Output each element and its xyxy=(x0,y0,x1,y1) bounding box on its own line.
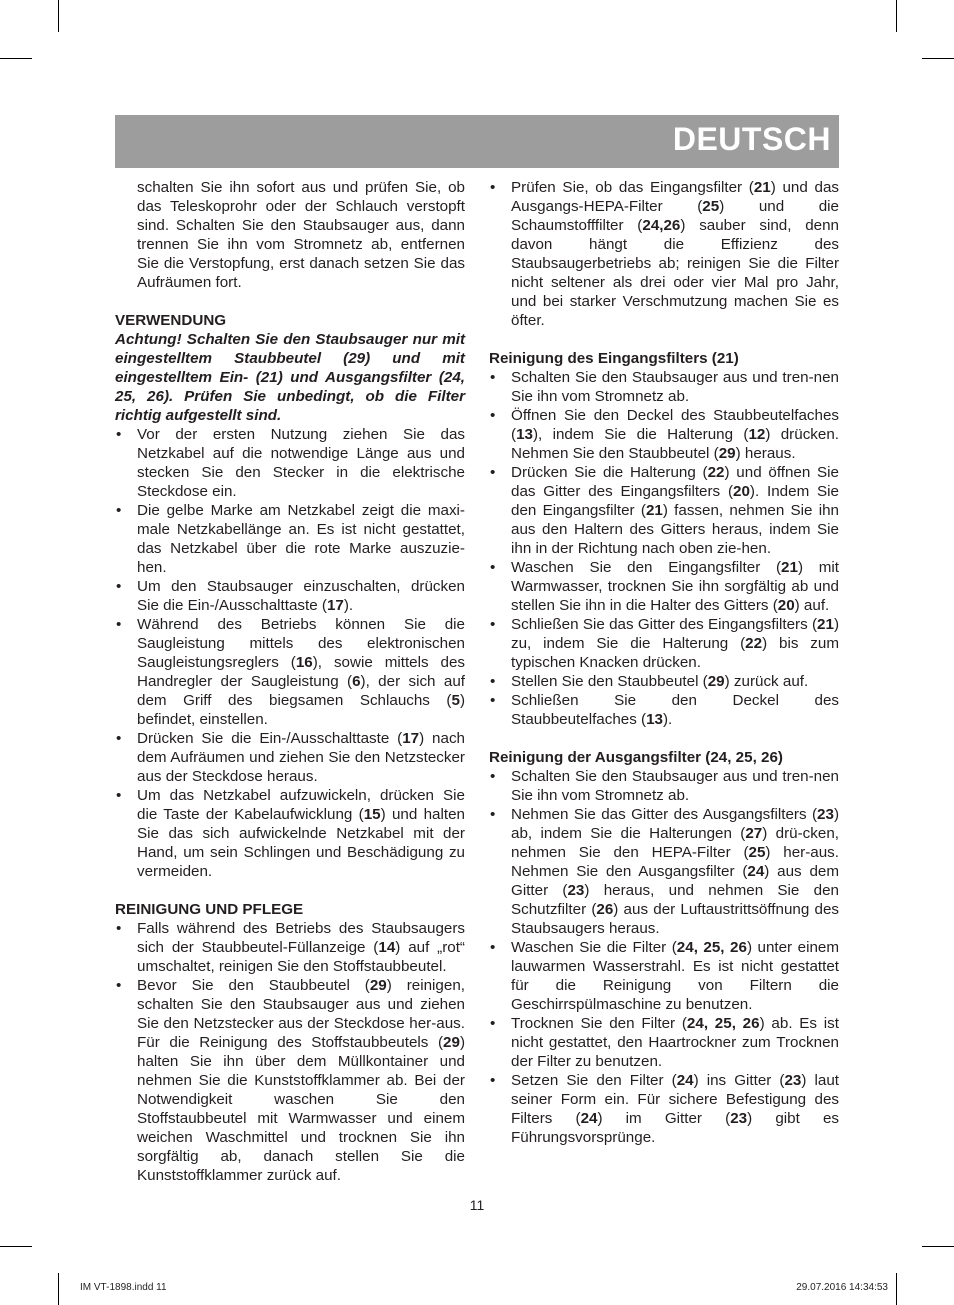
part-reference-number: 21 xyxy=(645,502,663,519)
part-reference-number: 24, 25, 26 xyxy=(686,1015,760,1032)
list-item: • Trocknen Sie den Filter (24, 25, 26) ab. Es ist nicht gestattet, den Haartrockner zum Trocknen der Filter zu benutzen. xyxy=(489,1014,839,1071)
part-reference-number: 29 xyxy=(443,1034,460,1051)
list-item: • Prüfen Sie, ob das Eingangsfilter (21) und das Ausgangs-HEPA-Filter (25) und die Schaumstofffilter (24,26) sauber sind, denn davon hängt die Effizienz des Staubsaugerbetriebs ab; reinigen Sie die Filter nicht seltener als drei oder vier Mal pro Jahr, und bei starker Verschmutzung machen Sie es öfter. xyxy=(489,178,839,330)
crop-mark xyxy=(58,1273,59,1305)
part-reference-number: 23 xyxy=(567,882,585,899)
list-item: • Schließen Sie den Deckel des Staubbeutelfaches (13). xyxy=(489,691,839,729)
part-reference-number: 24 xyxy=(747,863,765,880)
list-item: • Stellen Sie den Staubbeutel (29) zurück auf. xyxy=(489,672,839,691)
warning-text: Achtung! Schalten Sie den Staubsauger nur mit eingestelltem Staubbeutel (29) und mit eingestelltem Ein- (21) und Ausgangsfilter (24, 25, 26). Prüfen Sie unbedingt, ob die Filter richtig aufgestellt sind. xyxy=(115,331,465,424)
crop-mark xyxy=(922,58,954,59)
list-item: • Drücken Sie die Halterung (22) und öffnen Sie das Gitter des Eingangsfilters (20). Indem Sie den Eingangsfilter (21) fassen, nehmen Sie ihn aus den Haltern des Gitters heraus, indem Sie ihn in der Richtung nach oben zie-hen. xyxy=(489,463,839,558)
part-reference-number: 29 xyxy=(369,977,387,994)
part-reference-number: 22 xyxy=(707,464,725,481)
part-reference-number: 20 xyxy=(733,483,750,500)
footer-file-info: IM VT-1898.indd 11 xyxy=(80,1282,167,1293)
bullet-list xyxy=(115,919,465,1185)
list-item: • Um den Staubsauger einzuschalten, drücken Sie die Ein-/Ausschalttaste (17). xyxy=(115,577,465,615)
part-reference-number: 23 xyxy=(784,1072,802,1089)
left-column xyxy=(115,178,465,1185)
part-reference-number: 16 xyxy=(295,654,313,671)
part-reference-number: 23 xyxy=(730,1110,748,1127)
list-item: • Während des Betriebs können Sie die Saugleistung mittels des elektronischen Saugleistungsreglers (16), sowie mittels des Handregler der Saugleistung (6), der sich auf dem Griff des biegsamen Schlauchs (5) befindet, einstellen. xyxy=(115,615,465,729)
crop-mark xyxy=(0,1246,32,1247)
part-reference-number: 15 xyxy=(363,806,381,823)
crop-mark xyxy=(896,1273,897,1305)
part-reference-number: 6 xyxy=(352,673,361,690)
list-item: • Falls während des Betriebs des Staubsaugers sich der Staubbeutel-Füllanzeige (14) auf „rot“ umschaltet, reinigen Sie den Stoffstaubbeutel. xyxy=(115,919,465,976)
part-reference-number: 17 xyxy=(402,730,420,747)
crop-mark xyxy=(922,1246,954,1247)
part-reference-number: 21 xyxy=(817,616,834,633)
part-reference-number: 29 xyxy=(718,445,736,462)
crop-mark xyxy=(0,58,32,59)
right-column xyxy=(489,178,839,1147)
bullet-list xyxy=(489,178,839,330)
part-reference-number: 24,26 xyxy=(642,217,681,234)
part-reference-number: 13 xyxy=(646,711,663,728)
part-reference-number: 23 xyxy=(817,806,834,823)
list-item: • Schließen Sie das Gitter des Eingangsfilters (21) zu, indem Sie die Halterung (22) bis zum typischen Knacken drücken. xyxy=(489,615,839,672)
part-reference-number: 12 xyxy=(748,426,766,443)
part-reference-number: 20 xyxy=(777,597,795,614)
crop-mark xyxy=(58,0,59,32)
bullet-list xyxy=(489,767,839,1147)
section-heading-ausgangsfilter: Reinigung der Ausgangsfilter (24, 25, 26) xyxy=(489,749,783,766)
part-reference-number: 24, 25, 26 xyxy=(676,939,747,956)
list-item: • Um das Netzkabel aufzuwickeln, drücken Sie die Taste der Kabelaufwicklung (15) und halten Sie das sich aufwickelnde Netzkabel mit der Hand, um sein Schlingen und Beschädigung zu vermeiden. xyxy=(115,786,465,881)
part-reference-number: 24 xyxy=(580,1110,598,1127)
list-item: • Waschen Sie den Eingangsfilter (21) mit Warmwasser, trocknen Sie ihn sorgfältig ab und stellen Sie ihn in die Halter des Gitters (20) auf. xyxy=(489,558,839,615)
list-item: • Vor der ersten Nutzung ziehen Sie das Netzkabel auf die notwendige Länge aus und stecken Sie den Stecker in die elektrische Steckdose ein. xyxy=(115,425,465,501)
bullet-list xyxy=(115,425,465,881)
part-reference-number: 21 xyxy=(753,179,771,196)
section-heading-eingangsfilter: Reinigung des Eingangsfilters (21) xyxy=(489,350,739,367)
language-banner xyxy=(115,115,839,168)
list-item: • Schalten Sie den Staubsauger aus und tren-nen Sie ihn vom Stromnetz ab. xyxy=(489,767,839,805)
part-reference-number: 24 xyxy=(676,1072,694,1089)
part-reference-number: 13 xyxy=(516,426,533,443)
part-reference-number: 5 xyxy=(451,692,460,709)
part-reference-number: 21 xyxy=(781,559,798,576)
part-reference-number: 29 xyxy=(707,673,725,690)
list-item: • Schalten Sie den Staubsauger aus und tren-nen Sie ihn vom Stromnetz ab. xyxy=(489,368,839,406)
bullet-list xyxy=(489,368,839,729)
page-number: 11 xyxy=(469,1197,485,1213)
list-item: • Waschen Sie die Filter (24, 25, 26) unter einem lauwarmen Wasserstrahl. Es ist nicht gestattet für die Reinigung von Filtern die Geschirrspülmaschine zu benutzen. xyxy=(489,938,839,1014)
intro-paragraph: schalten Sie ihn sofort aus und prüfen Sie, ob das Teleskoprohr oder der Schlauch verstopft sind. Schalten Sie den Staubsauger aus, dann trennen Sie ihn vom Stromnetz ab, entfernen Sie die Verstopfung, erst danach setzen Sie das Aufräumen fort. xyxy=(137,179,465,291)
list-item: • Drücken Sie die Ein-/Ausschalttaste (17) nach dem Aufräumen und ziehen Sie den Netzstecker aus der Steckdose heraus. xyxy=(115,729,465,786)
list-item: • Bevor Sie den Staubbeutel (29) reinigen, schalten Sie den Staubsauger aus und ziehen Sie den Netzstecker aus der Steckdose her-aus. Für die Reinigung des Stoffstaubbeutels (29) halten Sie ihn über dem Müllkontainer und nehmen Sie die Kunststoffklammer ab. Bei der Notwendigkeit waschen Sie den Stoffstaubbeutel mit Warmwasser und einem weichen Waschmittel und trocknen Sie ihn sorgfältig ab, danach stellen Sie die Kunststoffklammer zurück auf. xyxy=(115,976,465,1185)
list-item: • Setzen Sie den Filter (24) ins Gitter (23) laut seiner Form ein. Für sichere Befestigung des Filters (24) im Gitter (23) gibt es Führungsvorsprünge. xyxy=(489,1071,839,1147)
crop-mark xyxy=(896,0,897,32)
part-reference-number: 25 xyxy=(748,844,766,861)
list-item: • Die gelbe Marke am Netzkabel zeigt die maxi-male Netzkabellänge an. Es ist nicht gestattet, das Netzkabel über die rote Marke auszuzie-hen. xyxy=(115,501,465,577)
part-reference-number: 25 xyxy=(702,198,720,215)
part-reference-number: 22 xyxy=(745,635,763,652)
part-reference-number: 17 xyxy=(326,597,344,614)
part-reference-number: 14 xyxy=(378,939,396,956)
part-reference-number: 27 xyxy=(745,825,763,842)
language-title: DEUTSCH xyxy=(672,121,831,157)
section-heading-pflege: REINIGUNG UND PFLEGE xyxy=(115,901,304,918)
part-reference-number: 26 xyxy=(596,901,614,918)
footer-date: 29.07.2016 14:34:53 xyxy=(796,1282,888,1293)
section-heading-verwendung: VERWENDUNG xyxy=(115,312,227,329)
list-item: • Öffnen Sie den Deckel des Staubbeutelfaches (13), indem Sie die Halterung (12) drücken. Nehmen Sie den Staubbeutel (29) heraus. xyxy=(489,406,839,463)
list-item: • Nehmen Sie das Gitter des Ausgangsfilters (23) ab, indem Sie die Halterungen (27) drü-cken, nehmen Sie den HEPA-Filter (25) her-aus. Nehmen Sie den Ausgangsfilter (24) aus dem Gitter (23) heraus, und nehmen Sie den Schutzfilter (26) aus der Luftaustrittsöffnung des Staubsaugers heraus. xyxy=(489,805,839,938)
